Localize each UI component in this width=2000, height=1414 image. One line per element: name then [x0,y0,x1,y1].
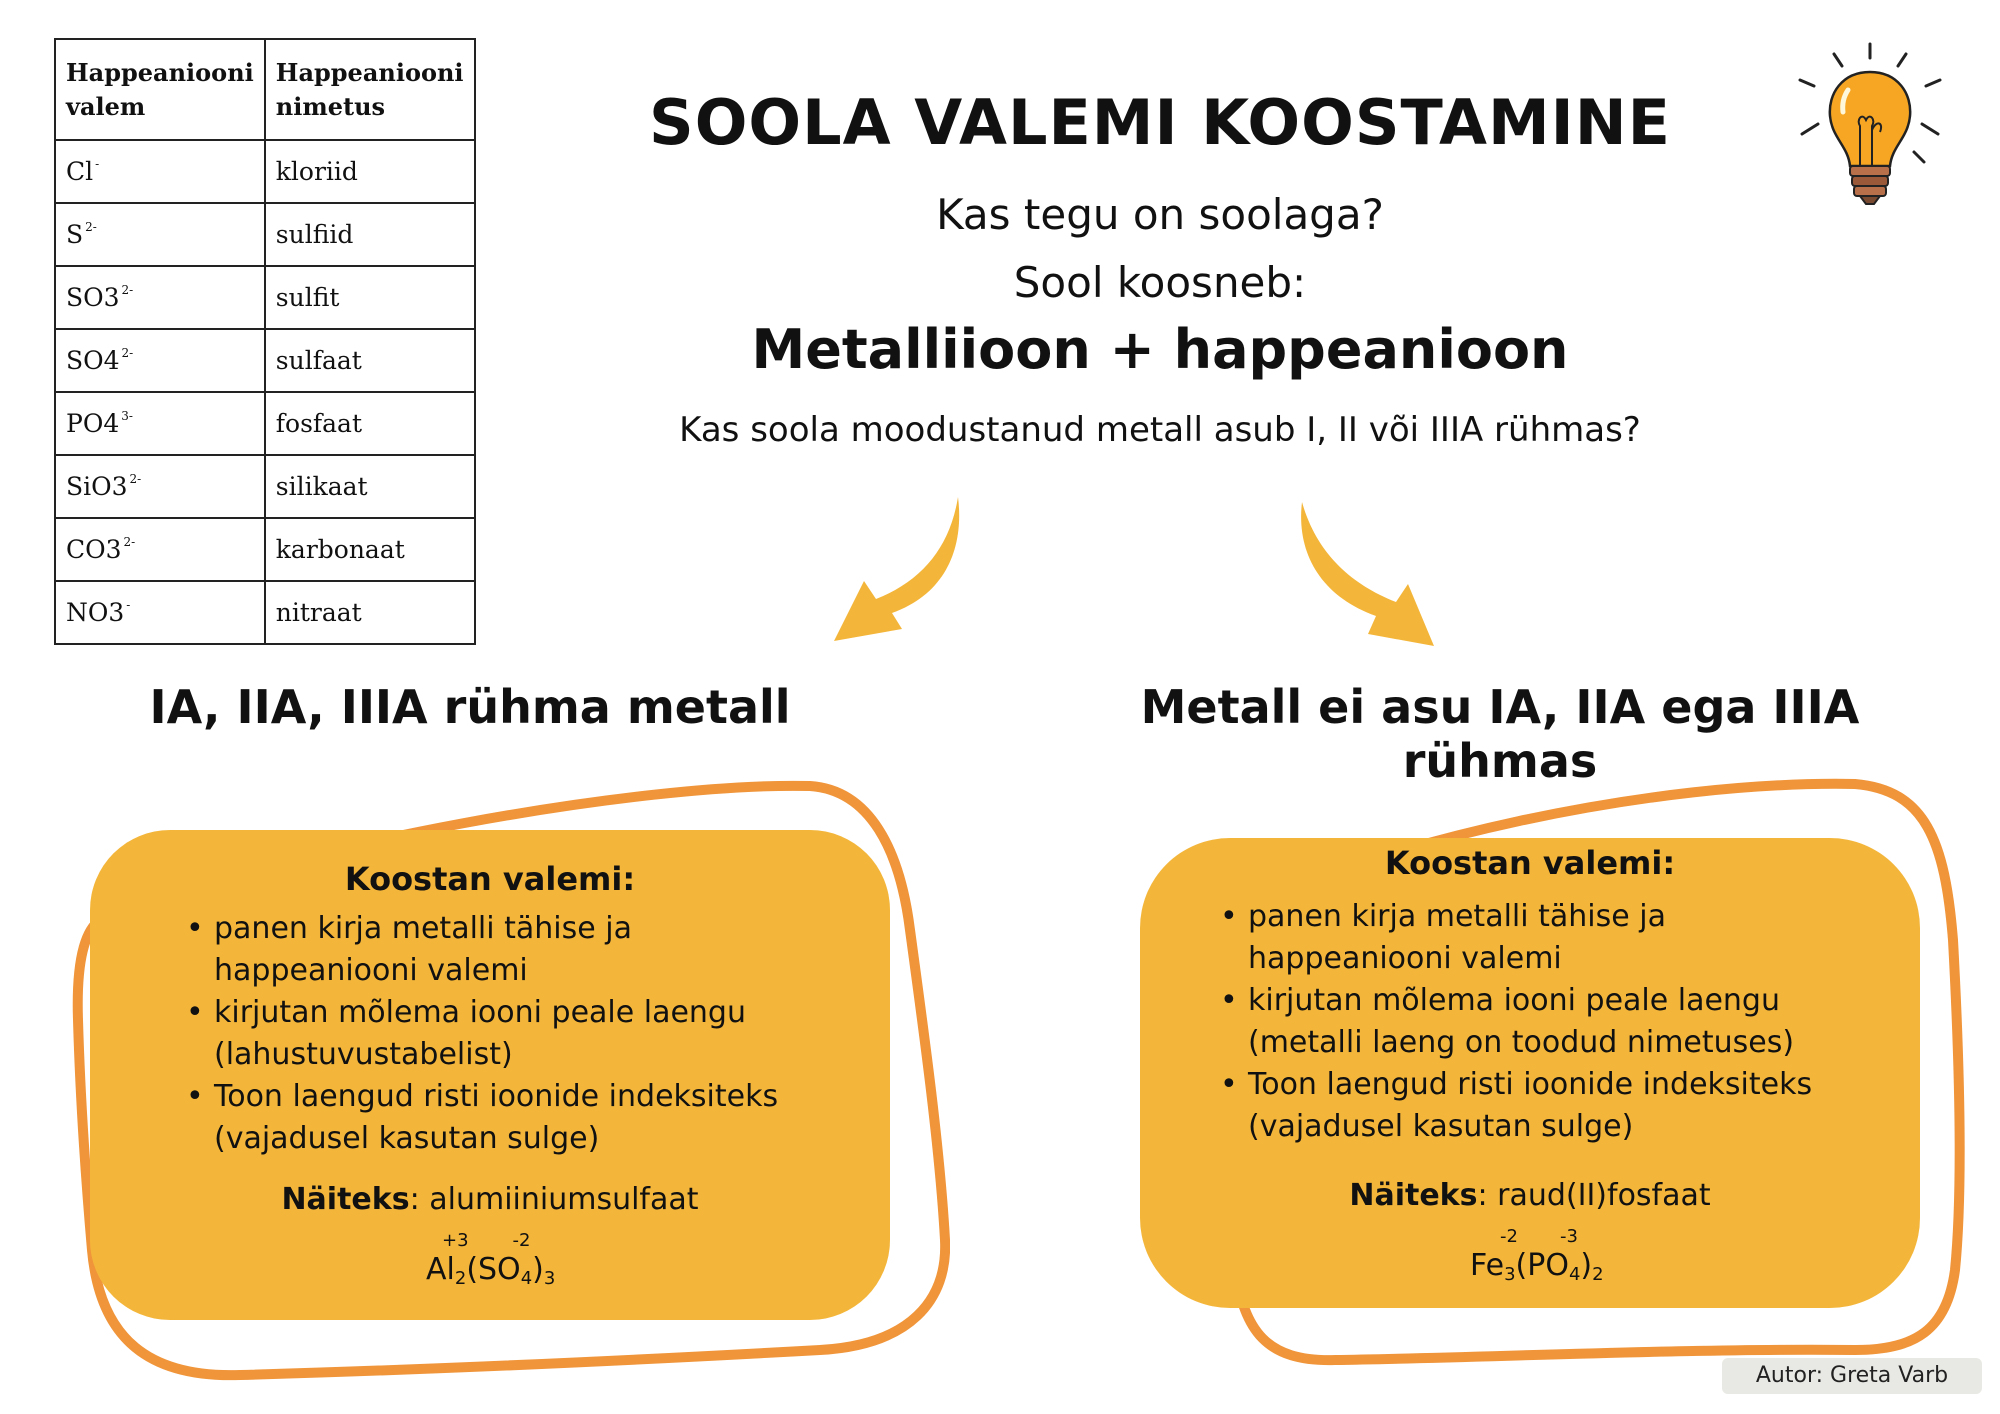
card-right-steps [1220,896,1900,1148]
table-row [55,140,475,203]
anion-formula: SO3 $^{2-}$ [55,266,265,329]
branch-left-heading: IA, IIA, IIIA rühma metall [149,680,791,734]
anion-name: sulfaat [265,329,475,392]
card-right-title: Koostan valemi: [1384,844,1676,882]
anion-formula: SO4 $^{2-}$ [55,329,265,392]
header-formula: Happeaniooni valem [55,39,265,140]
list-item: • panen kirja metalli tähise ja happeaniooni valemi [186,911,632,988]
light-bulb-icon [1790,40,1950,220]
anion-table [54,38,476,645]
table-row [55,329,475,392]
table-row [55,518,475,581]
list-item: • panen kirja metalli tähise ja happeaniooni valemi [1220,899,1666,976]
table-row [55,455,475,518]
anion-name: sulfit [265,266,475,329]
anion-formula: PO4 $^{3-}$ [55,392,265,455]
card-right-example: Näiteks: raud(II)fosfaat [1349,1178,1711,1213]
list-item: • Toon laengud risti ioonide indeksiteks (vajadusel kasutan sulge) [186,1079,779,1156]
anion-name: karbonaat [265,518,475,581]
author-credit: Autor: Greta Varb [1722,1358,1982,1394]
card-left-title: Koostan valemi: [344,860,636,898]
list-item: • kirjutan mõlema iooni peale laengu (metalli laeng on toodud nimetuses) [1220,983,1795,1060]
salt-formula: Metalliioon + happeanioon [751,318,1569,381]
anion-formula: NO3 - [55,581,265,644]
table-header-row [55,39,475,140]
page-title: SOOLA VALEMI KOOSTAMINE [649,86,1671,159]
anion-formula: SiO3 $^{2-}$ [55,455,265,518]
table-row [55,203,475,266]
card-left [90,830,890,1320]
anion-formula: Cl - [55,140,265,203]
card-left-charges: +3 -2 [442,1230,531,1251]
list-item: • kirjutan mõlema iooni peale laengu (lahustuvustabelist) [186,995,746,1072]
anion-name: fosfaat [265,392,475,455]
card-left-example: Näiteks: alumiiniumsulfaat [281,1182,699,1217]
anion-name: nitraat [265,581,475,644]
card-right-example-formula: $Fe_3(PO_4)_2$ [1470,1248,1604,1285]
question-is-salt: Kas tegu on soolaga? [936,190,1384,239]
anion-formula: S $^{2-}$ [55,203,265,266]
branch-right-heading: Metall ei asu IA, IIA ega IIIA rühmas [1140,680,1860,788]
table-row [55,266,475,329]
card-right-charges: -2 -3 [1500,1226,1578,1247]
anion-formula: CO3 $^{2-}$ [55,518,265,581]
card-left-steps [186,908,866,1160]
anion-name: sulfiid [265,203,475,266]
table-row [55,392,475,455]
list-item: • Toon laengud risti ioonide indeksiteks (vajadusel kasutan sulge) [1220,1067,1813,1144]
curved-arrow-left-icon [830,495,980,645]
card-right [1140,838,1920,1308]
anion-name: silikaat [265,455,475,518]
curved-arrow-right-icon [1298,500,1448,650]
card-left-example-formula: $Al_2(SO_4)_3$ [426,1252,556,1289]
header-name: Happeaniooni nimetus [265,39,475,140]
question-metal-group: Kas soola moodustanud metall asub I, II või IIIA rühmas? [679,410,1641,450]
anion-name: kloriid [265,140,475,203]
table-row [55,581,475,644]
salt-consists-label: Sool koosneb: [1013,258,1307,307]
